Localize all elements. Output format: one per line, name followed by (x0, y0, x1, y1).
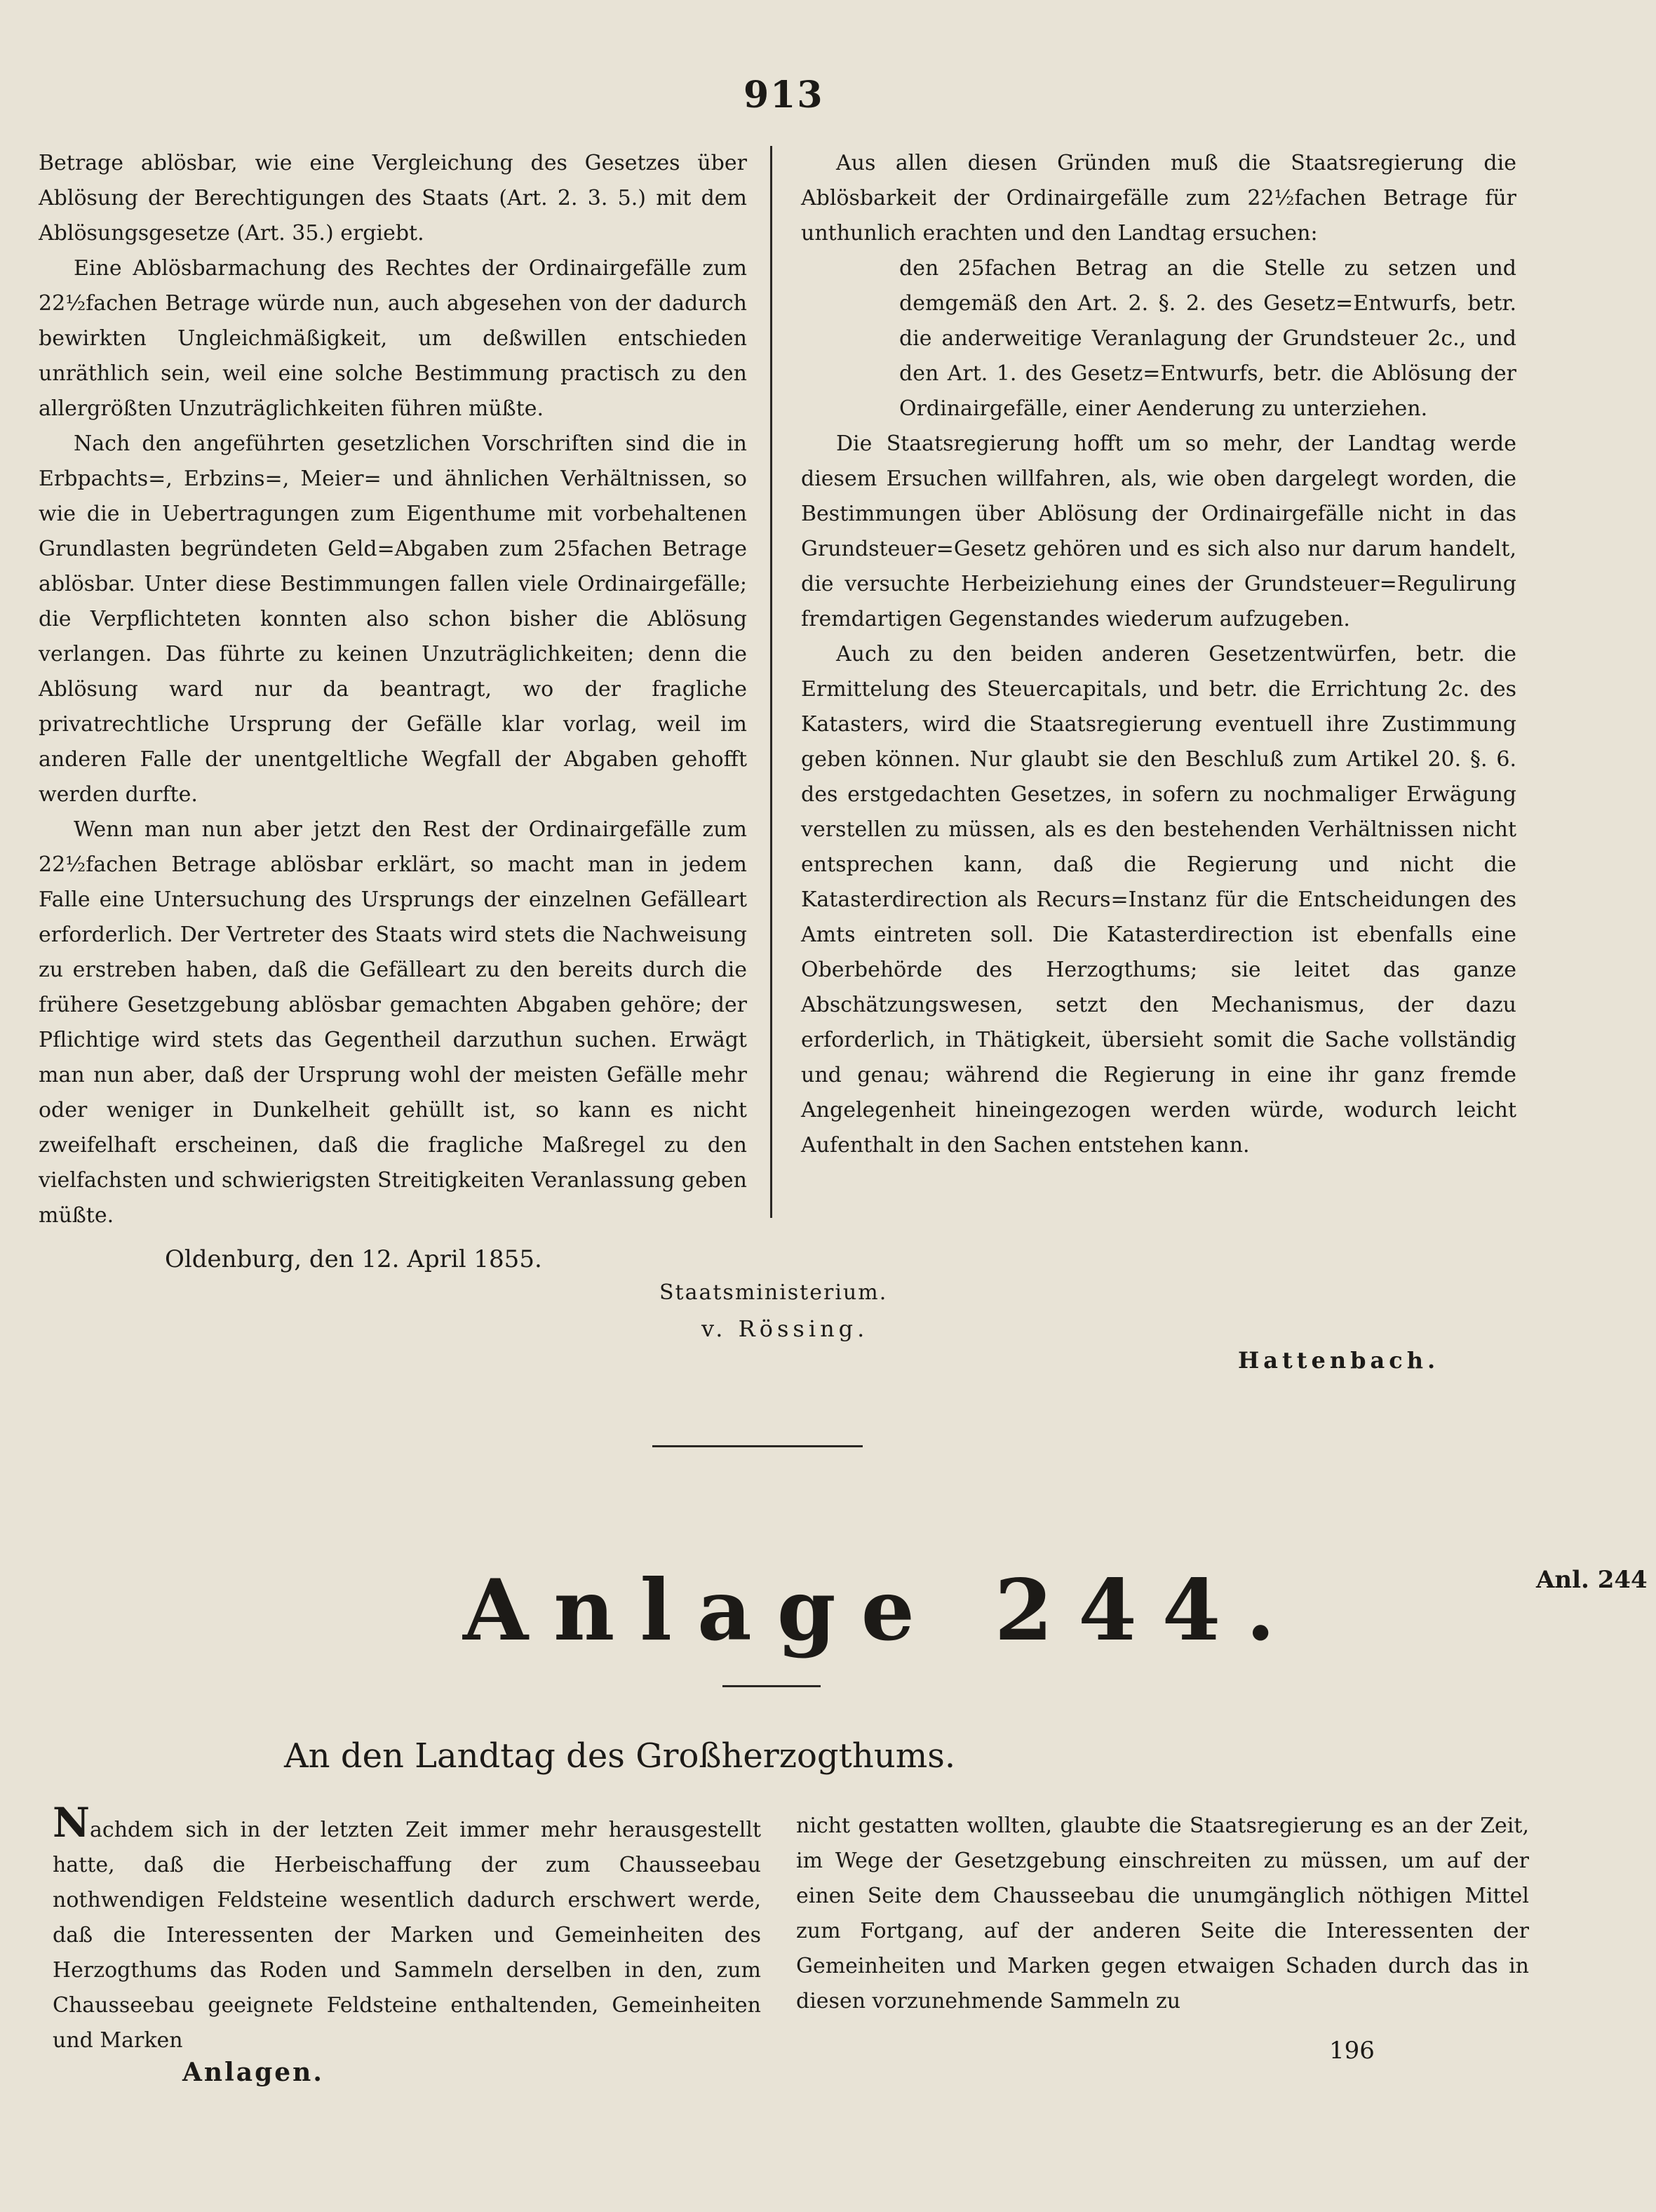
paragraph: Wenn man nun aber jetzt den Rest der Ordinairgefälle zum 22½fachen Betrage ablösbar erklärt, so macht man in jedem Falle eine Untersuchung des Ursprungs der einzelnen Gefälleart erforderlich. Der Vertreter des Staats wird stets die Nachweisung zu erstreben haben, daß die Gefälleart zu den bereits durch die frühere Gesetzgebung ablösbar gemachten Abgaben gehöre; der Pflichtige wird stets das Gegentheil darzuthun suchen. Erwägt man nun aber, daß der Ursprung wohl der meisten Gefälle mehr oder weniger in Dunkelheit gehüllt ist, so kann es nicht zweifelhaft erscheinen, daß die fragliche Maßregel zu den vielfachsten und schwierigsten Streitigkeiten Veranlassung geben müßte. (39, 817, 747, 1228)
dateline: Oldenburg, den 12. April 1855. (165, 1245, 542, 1273)
paragraph: Die Staatsregierung hofft um so mehr, der Landtag werde diesem Ersuchen willfahren, als, wie oben dargelegt worden, die Bestimmungen über Ablösung der Ordinairgefälle nicht in das Grundsteuer=Gesetz gehören und es sich also nur darum handelt, die versuchte Herbeiziehung eines der Grundsteuer=Regulirung fremdartigen Gegenstandes wiederum aufzugeben. (801, 431, 1516, 631)
paragraph: Nach den angeführten gesetzlichen Vorschriften sind die in Erbpachts=, Erbzins=, Meier= und ähnlichen Verhältnissen, so wie die in Uebertragungen zum Eigenthume mit vorbehaltenen Grundlasten begründeten Geld=Abgaben zum 25fachen Betrage ablösbar. Unter diese Bestimmungen fallen viele Ordinairgefälle; die Verpflichteten konnten also schon bisher die Ablösung verlangen. Das führte zu keinen Unzuträglichkeiten; denn die Ablösung ward nur da beantragt, wo der fragliche privatrechtliche Ursprung der Gefälle klar vorlag, weil im anderen Falle der unentgeltliche Wegfall der Abgaben gehofft werden durfte. (39, 431, 747, 807)
right-column-bottom (796, 1809, 1529, 2019)
countersignature: Hattenbach. (1238, 1347, 1440, 1374)
address-heading: An den Landtag des Großherzogthums. (284, 1736, 956, 1776)
paragraph (53, 1799, 761, 2058)
right-column-top (801, 146, 1516, 1163)
paragraph: nicht gestatten wollten, glaubte die Staatsregierung es an der Zeit, im Wege der Gesetzgebung einschreiten zu müssen, um auf der einen Seite dem Chausseebau die unumgänglich nöthigen Mittel zum Fortgang, auf der anderen Seite die Interessenten der Gemeinheiten und Marken gegen etwaigen Schaden durch das in diesen vorzunehmende Sammeln zu (796, 1814, 1529, 2013)
section-divider (652, 1445, 863, 1447)
margin-note: Anl. 244 (1536, 1566, 1648, 1594)
paragraph: Aus allen diesen Gründen muß die Staatsregierung die Ablösbarkeit der Ordinairgefälle zum 22½fachen Betrage für unthunlich erachten und den Landtag ersuchen: (801, 151, 1516, 246)
footer-sheet-number: 196 (1329, 2037, 1375, 2065)
left-column-top (39, 146, 747, 1233)
title-divider (722, 1685, 821, 1687)
drop-cap: N (53, 1799, 90, 1846)
paragraph-text: achdem sich in der letzten Zeit immer mehr herausgestellt hatte, daß die Herbeischaffung der zum Chausseebau nothwendigen Feldsteine wesentlich dadurch erschwert werde, daß die Interessenten der Marken und Gemeinheiten des Herzogthums das Roden und Sammeln derselben in den, zum Chausseebau geeignete Feldsteine enthaltenden, Gemeinheiten und Marken (53, 1818, 761, 2053)
minister-signature: v. Rössing. (701, 1315, 869, 1342)
paragraph: Auch zu den beiden anderen Gesetzentwürfen, betr. die Ermittelung des Steuercapitals, und betr. die Errichtung 2c. des Katasters, wird die Staatsregierung eventuell ihre Zustimmung geben können. Nur glaubt sie den Beschluß zum Artikel 20. §. 6. des erstgedachten Gesetzes, in sofern zu nochmaliger Erwägung verstellen zu müssen, als es den bestehenden Verhältnissen nicht entsprechen kann, daß die Regierung und nicht die Katasterdirection als Recurs=Instanz für die Entscheidungen des Amts eintreten soll. Die Katasterdirection ist ebenfalls eine Oberbehörde des Herzogthums; sie leitet das ganze Abschätzungswesen, setzt den Mechanismus, der dazu erforderlich, in Thätigkeit, übersieht somit die Sache vollständig und genau; während die Regierung in eine ihr ganz fremde Angelegenheit hineingezogen werden würde, wodurch leicht Aufenthalt in den Sachen entstehen kann. (801, 642, 1516, 1158)
footer-signature-mark: Anlagen. (182, 2058, 324, 2087)
paragraph: Betrage ablösbar, wie eine Vergleichung des Gesetzes über Ablösung der Berechtigungen des Staats (Art. 2. 3. 5.) mit dem Ablösungsgesetze (Art. 35.) ergiebt. (39, 151, 747, 246)
appendix-title: Anlage 244. (463, 1561, 1300, 1660)
page-number: 913 (743, 74, 824, 116)
left-column-bottom (53, 1799, 761, 2058)
column-divider (770, 146, 772, 1218)
request-block: den 25fachen Betrag an die Stelle zu setzen und demgemäß den Art. 2. §. 2. des Gesetz=Entwurfs, betr. die anderweitige Veranlagung der Grundsteuer 2c., und den Art. 1. des Gesetz=Entwurfs, betr. die Ablösung der Ordinairgefälle, einer Aenderung zu unterziehen. (899, 256, 1516, 421)
paragraph: Eine Ablösbarmachung des Rechtes der Ordinairgefälle zum 22½fachen Betrage würde nun, auch abgesehen von der dadurch bewirkten Ungleichmäßigkeit, um deßwillen entschieden unräthlich sein, weil eine solche Bestimmung practisch zu den allergrößten Unzuträglichkeiten führen müßte. (39, 256, 747, 421)
ministry-signature: Staatsministerium. (659, 1280, 888, 1305)
